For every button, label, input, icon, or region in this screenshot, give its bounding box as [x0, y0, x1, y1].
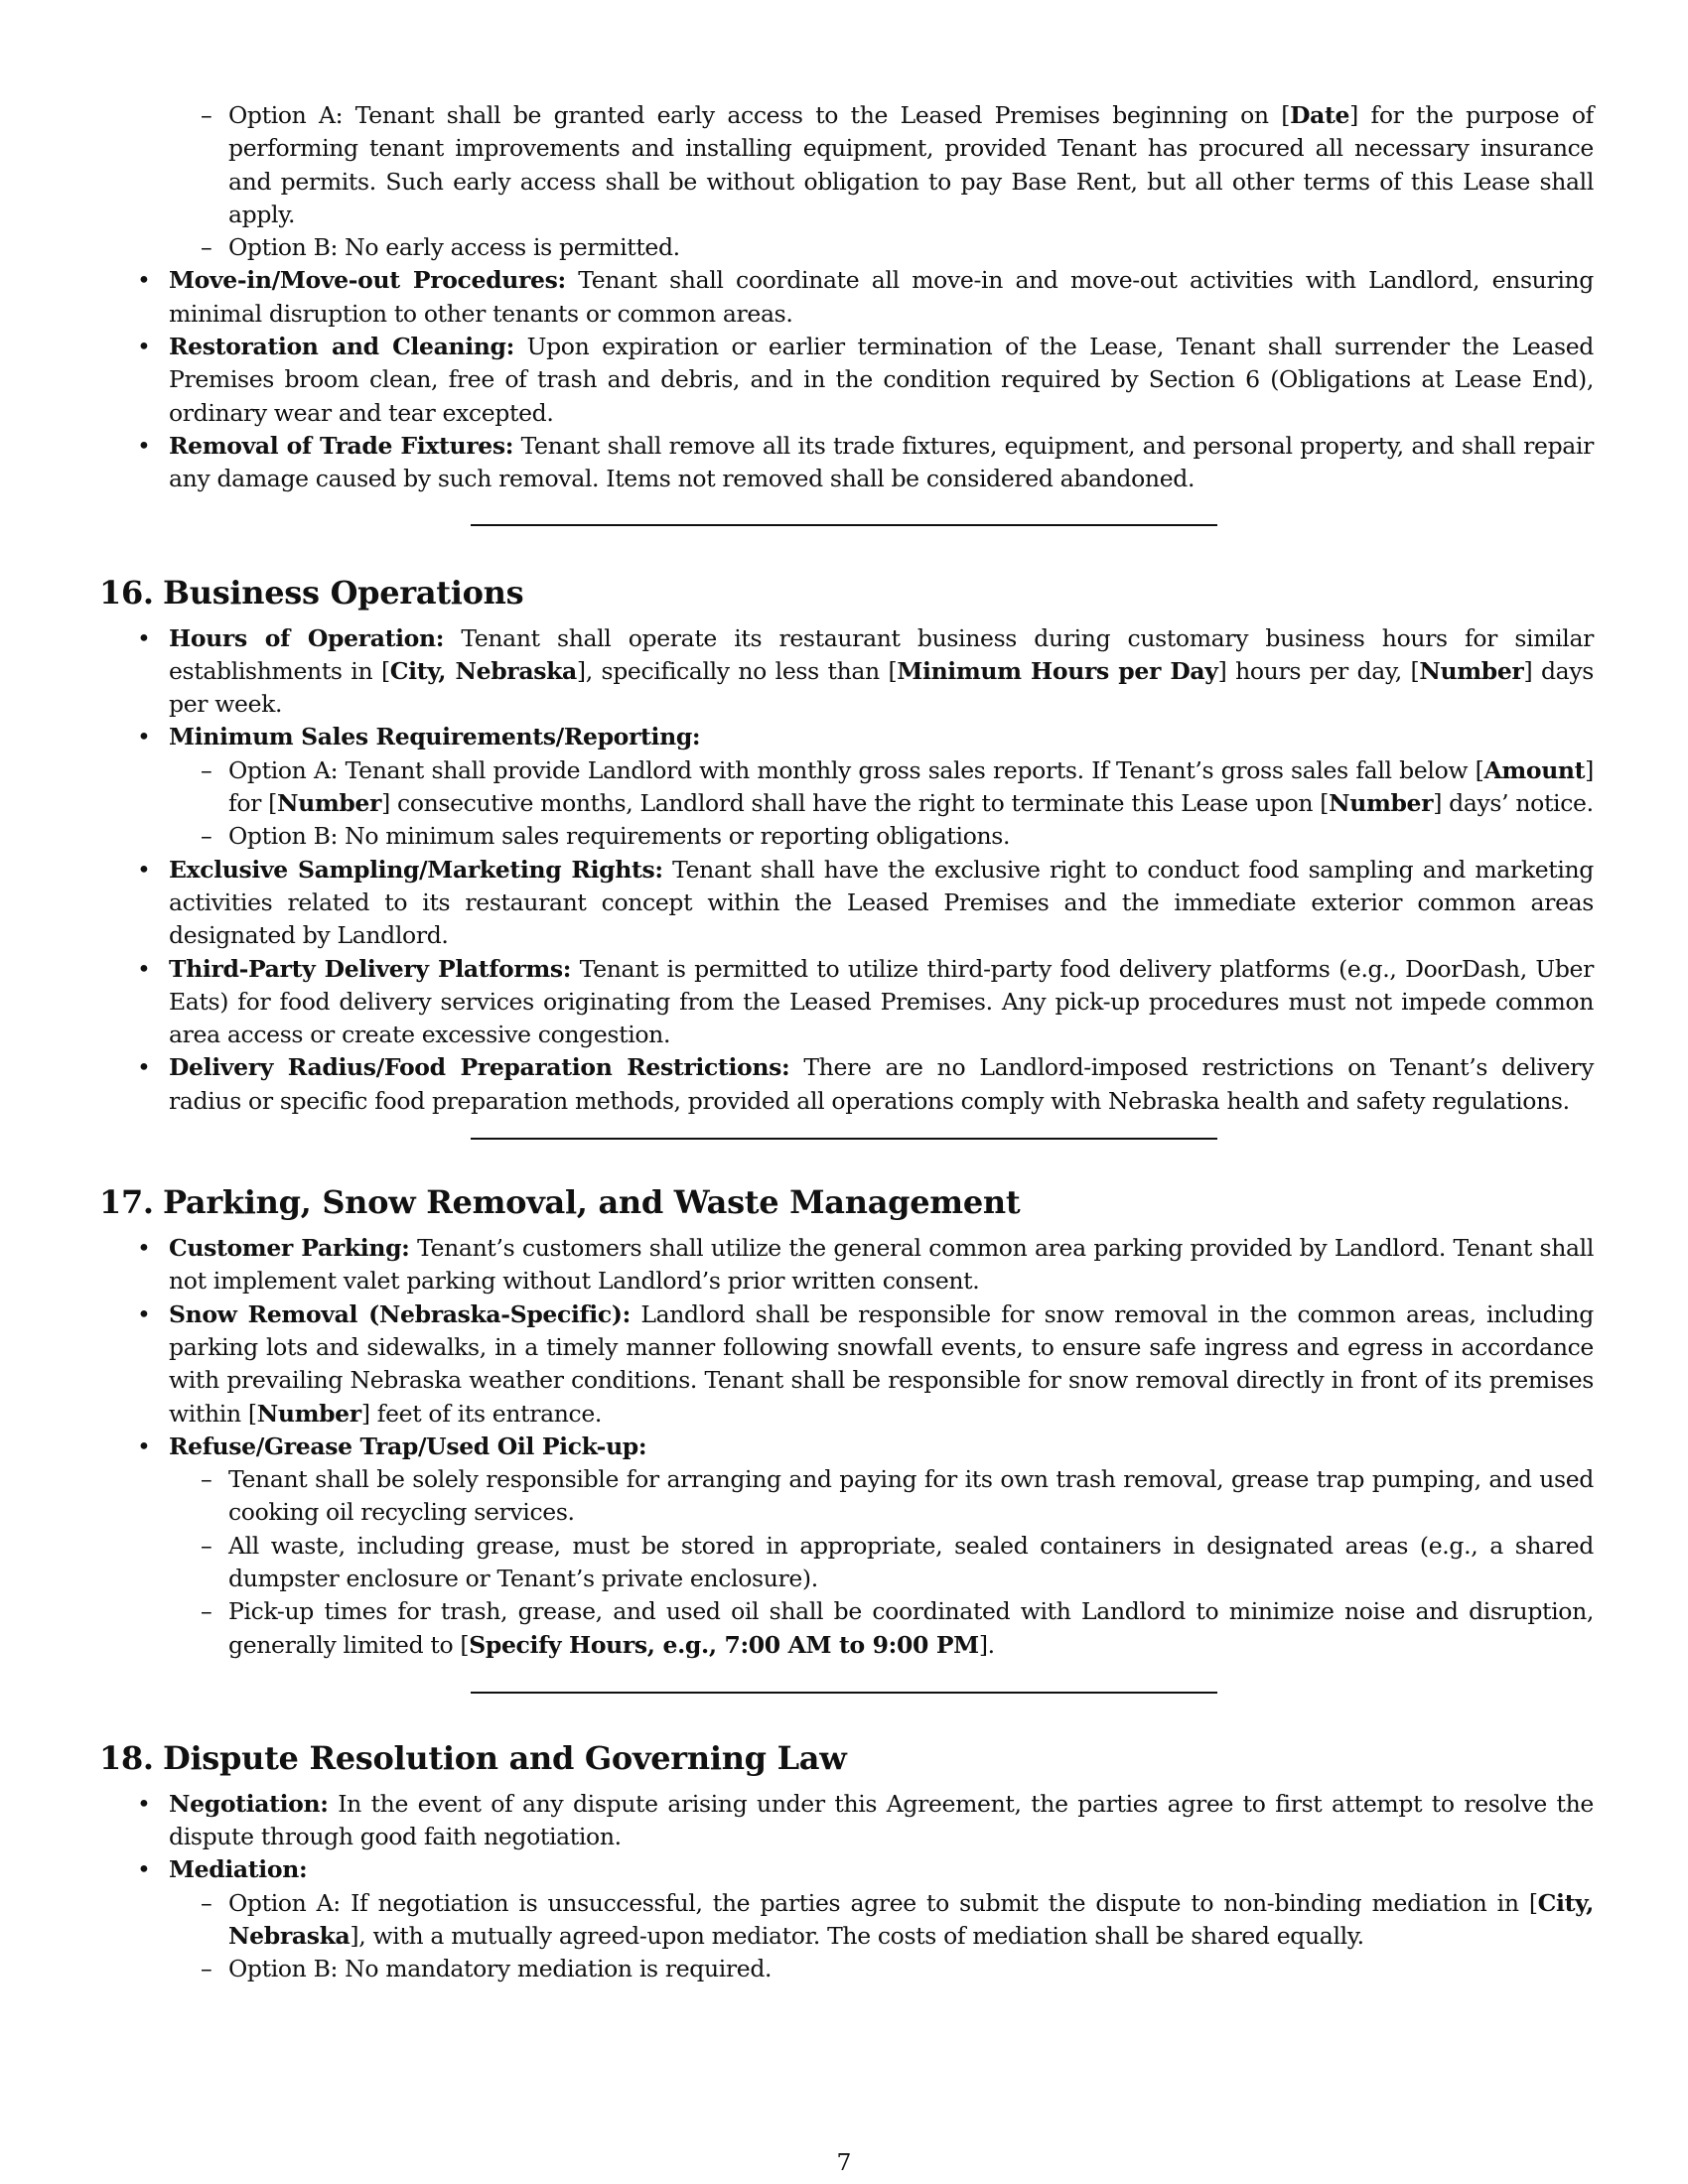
list-item-negotiation: • Negotiation: In the event of any dispute arising under this Agreement, the parties agree to first attempt to resolve the dispute through good faith negotiation. [99, 1788, 1594, 1854]
early-access-options [99, 99, 1594, 264]
list-item-minimum-sales: • Minimum Sales Requirements/Reporting: – Option A: Tenant shall provide Landlord with monthly gross sales reports. If Tenant’s gross sales fall below [Amount] for [Number] consecutive months, Landlord shall have the right to terminate this Lease upon [Number] days’ notice. – Option B: No minimum sales requirements or reporting obligations. [99, 721, 1594, 853]
page-content [99, 99, 1594, 1986]
continuation-list [99, 264, 1594, 495]
refuse-sublist [169, 1463, 1594, 1662]
section-heading-18: 18. Dispute Resolution and Governing Law [99, 1738, 847, 1777]
list-item-mediation: • Mediation: – Option A: If negotiation is unsuccessful, the parties agree to submit the dispute to non-binding mediation in [City, Nebraska], with a mutually agreed-upon mediator. The costs of mediation shall be shared equally. – Option B: No mandatory mediation is required. [99, 1853, 1594, 1985]
mediation-options [169, 1887, 1594, 1986]
refuse-item-trash: – Tenant shall be solely responsible for arranging and paying for its own trash removal, grease trap pumping, and used cooking oil recycling services. [169, 1463, 1594, 1530]
list-item-snow-removal: • Snow Removal (Nebraska-Specific): Landlord shall be responsible for snow removal in the common areas, including parking lots and sidewalks, in a timely manner following snowfall events, to ensure safe ingress and egress in accordance with prevailing Nebraska weather conditions. Tenant shall be responsible for snow removal directly in front of its premises within [Number] feet of its entrance. [99, 1298, 1594, 1431]
list-item: • Move-in/Move-out Procedures: Tenant shall coordinate all move-in and move-out activities with Landlord, ensuring minimal disruption to other tenants or common areas. [99, 264, 1594, 331]
list-item: • Exclusive Sampling/Marketing Rights: Tenant shall have the exclusive right to conduct food sampling and marketing activities related to its restaurant concept within the Leased Premises and the immediate exterior common areas designated by Landlord. [99, 854, 1594, 953]
section-divider [471, 1138, 1217, 1140]
refuse-item-storage: – All waste, including grease, must be stored in appropriate, sealed containers in designated areas (e.g., a shared dumpster enclosure or Tenant’s private enclosure). [169, 1530, 1594, 1596]
section-16-list [99, 622, 1594, 1118]
section-divider [471, 524, 1217, 526]
list-item-refuse: • Refuse/Grease Trap/Used Oil Pick-up: – Tenant shall be solely responsible for arranging and paying for its own trash removal, grease trap pumping, and used cooking oil recycling services. – All waste, including grease, must be stored in appropriate, sealed containers in designated areas (e.g., a shared dumpster enclosure or Tenant’s private enclosure). – Pick-up times for trash, grease, and used oil shall be coordinated with Landlord to minimize noise and disruption, generally limited to [Specify Hours, e.g., 7:00 AM to 9:00 PM]. [99, 1431, 1594, 1662]
refuse-item-pickup-times: – Pick-up times for trash, grease, and used oil shall be coordinated with Landlord to minimize noise and disruption, generally limited to [Specify Hours, e.g., 7:00 AM to 9:00 PM]. [169, 1595, 1594, 1662]
section-17-list [99, 1232, 1594, 1662]
mediation-option-a: – Option A: If negotiation is unsuccessful, the parties agree to submit the dispute to non-binding mediation in [City, Nebraska], with a mutually agreed-upon mediator. The costs of mediation shall be shared equally. [169, 1887, 1594, 1954]
list-item-hours-of-operation: • Hours of Operation: Tenant shall operate its restaurant business during customary business hours for similar establishments in [City, Nebraska], specifically no less than [Minimum Hours per Day] hours per day, [Number] days per week. [99, 622, 1594, 722]
minimum-sales-options [169, 754, 1594, 854]
minimum-sales-option-b: – Option B: No minimum sales requirements or reporting obligations. [169, 820, 1594, 853]
minimum-sales-option-a: – Option A: Tenant shall provide Landlord with monthly gross sales reports. If Tenant’s gross sales fall below [Amount] for [Number] consecutive months, Landlord shall have the right to terminate this Lease upon [Number] days’ notice. [169, 754, 1594, 821]
mediation-option-b: – Option B: No mandatory mediation is required. [169, 1953, 1594, 1985]
page-number: 7 [836, 2148, 852, 2176]
list-item: • Restoration and Cleaning: Upon expiration or earlier termination of the Lease, Tenant shall surrender the Leased Premises broom clean, free of trash and debris, and in the condition required by Section 6 (Obligations at Lease End), ordinary wear and tear excepted. [99, 331, 1594, 430]
section-18-list [99, 1788, 1594, 1986]
list-item: • Delivery Radius/Food Preparation Restrictions: There are no Landlord-imposed restrictions on Tenant’s delivery radius or specific food preparation methods, provided all operations comply with Nebraska health and safety regulations. [99, 1051, 1594, 1118]
list-item-customer-parking: • Customer Parking: Tenant’s customers shall utilize the general common area parking provided by Landlord. Tenant shall not implement valet parking without Landlord’s prior written consent. [99, 1232, 1594, 1298]
section-heading-17: 17. Parking, Snow Removal, and Waste Management [99, 1183, 1021, 1222]
section-divider [471, 1692, 1217, 1694]
early-access-option-a: – Option A: Tenant shall be granted early access to the Leased Premises beginning on [Date] for the purpose of performing tenant improvements and installing equipment, provided Tenant has procured all necessary insurance and permits. Such early access shall be without obligation to pay Base Rent, but all other terms of this Lease shall apply. [169, 99, 1594, 231]
list-item: • Third-Party Delivery Platforms: Tenant is permitted to utilize third-party food delivery platforms (e.g., DoorDash, Uber Eats) for food delivery services originating from the Leased Premises. Any pick-up procedures must not impede common area access or create excessive congestion. [99, 953, 1594, 1052]
list-item: • Removal of Trade Fixtures: Tenant shall remove all its trade fixtures, equipment, and personal property, and shall repair any damage caused by such removal. Items not removed shall be considered abandoned. [99, 430, 1594, 496]
section-heading-16: 16. Business Operations [99, 573, 524, 612]
early-access-option-b: – Option B: No early access is permitted. [169, 231, 1594, 264]
